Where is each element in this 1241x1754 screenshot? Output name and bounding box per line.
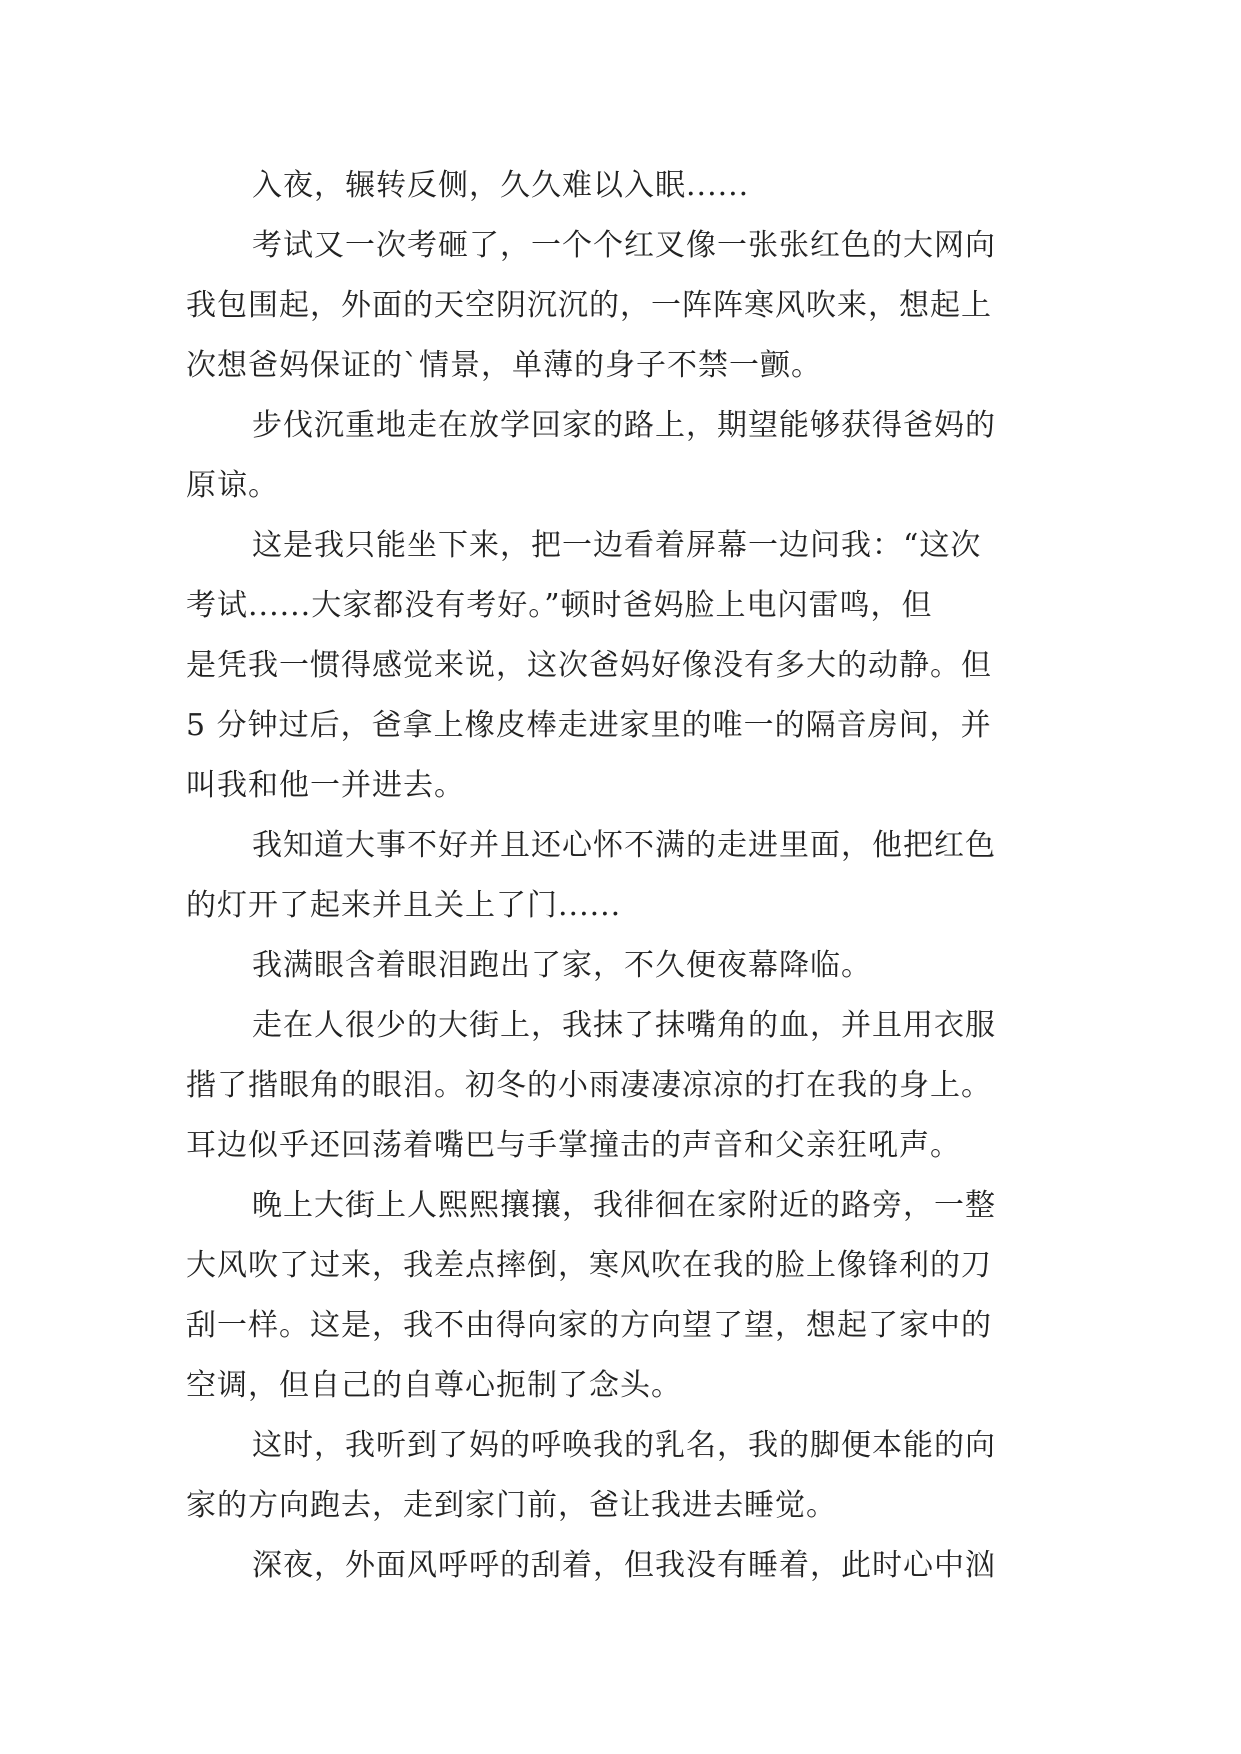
paragraph-first-line: 晚上大街上人熙熙攘攘，我徘徊在家附近的路旁，一整: [252, 1188, 996, 1223]
paragraph-first-line: 深夜，外面风呼呼的刮着，但我没有睡着，此时心中汹: [252, 1548, 996, 1583]
text-line: 家的方向跑去，走到家门前，爸让我进去睡觉。: [186, 1488, 837, 1523]
text-line: 刮一样。这是，我不由得向家的方向望了望，想起了家中的: [186, 1308, 992, 1343]
paragraph-first-line: 步伐沉重地走在放学回家的路上，期望能够获得爸妈的: [252, 408, 996, 443]
text-line: 我包围起，外面的天空阴沉沉的，一阵阵寒风吹来，想起上: [186, 288, 992, 323]
text-line: 耳边似乎还回荡着嘴巴与手掌撞击的声音和父亲狂吼声。: [186, 1128, 961, 1163]
paragraph-first-line: 走在人很少的大街上，我抹了抹嘴角的血，并且用衣服: [252, 1008, 996, 1043]
paragraph-first-line: 考试又一次考砸了，一个个红叉像一张张红色的大网向: [252, 228, 996, 263]
text-line: 空调，但自己的自尊心扼制了念头。: [186, 1368, 682, 1403]
text-line: 考试......大家都没有考好。”顿时爸妈脸上电闪雷鸣，但: [186, 588, 933, 623]
document-body: [186, 156, 1058, 1596]
paragraph-first-line: 入夜，辗转反侧，久久难以入眠......: [252, 168, 750, 203]
paragraph-first-line: 这时，我听到了妈的呼唤我的乳名，我的脚便本能的向: [252, 1428, 996, 1463]
text-line: 原谅。: [186, 468, 279, 503]
text-line: 5 分钟过后，爸拿上橡皮棒走进家里的唯一的隔音房间，并: [186, 708, 992, 743]
text-line: 大风吹了过来，我差点摔倒，寒风吹在我的脸上像锋利的刀: [186, 1248, 992, 1283]
paragraph-first-line: 我知道大事不好并且还心怀不满的走进里面，他把红色: [252, 828, 996, 863]
text-line: 是凭我一惯得感觉来说，这次爸妈好像没有多大的动静。但: [186, 648, 992, 683]
text-line: 叫我和他一并进去。: [186, 768, 465, 803]
text-line: 次想爸妈保证的`情景，单薄的身子不禁一颤。: [186, 348, 822, 383]
paragraph-first-line: 我满眼含着眼泪跑出了家，不久便夜幕降临。: [252, 948, 872, 983]
text-line: 的灯开了起来并且关上了门......: [186, 888, 622, 923]
text-line: 揩了揩眼角的眼泪。初冬的小雨凄凄凉凉的打在我的身上。: [186, 1068, 992, 1103]
paragraph-first-line: 这是我只能坐下来，把一边看着屏幕一边问我：“这次: [252, 528, 982, 563]
